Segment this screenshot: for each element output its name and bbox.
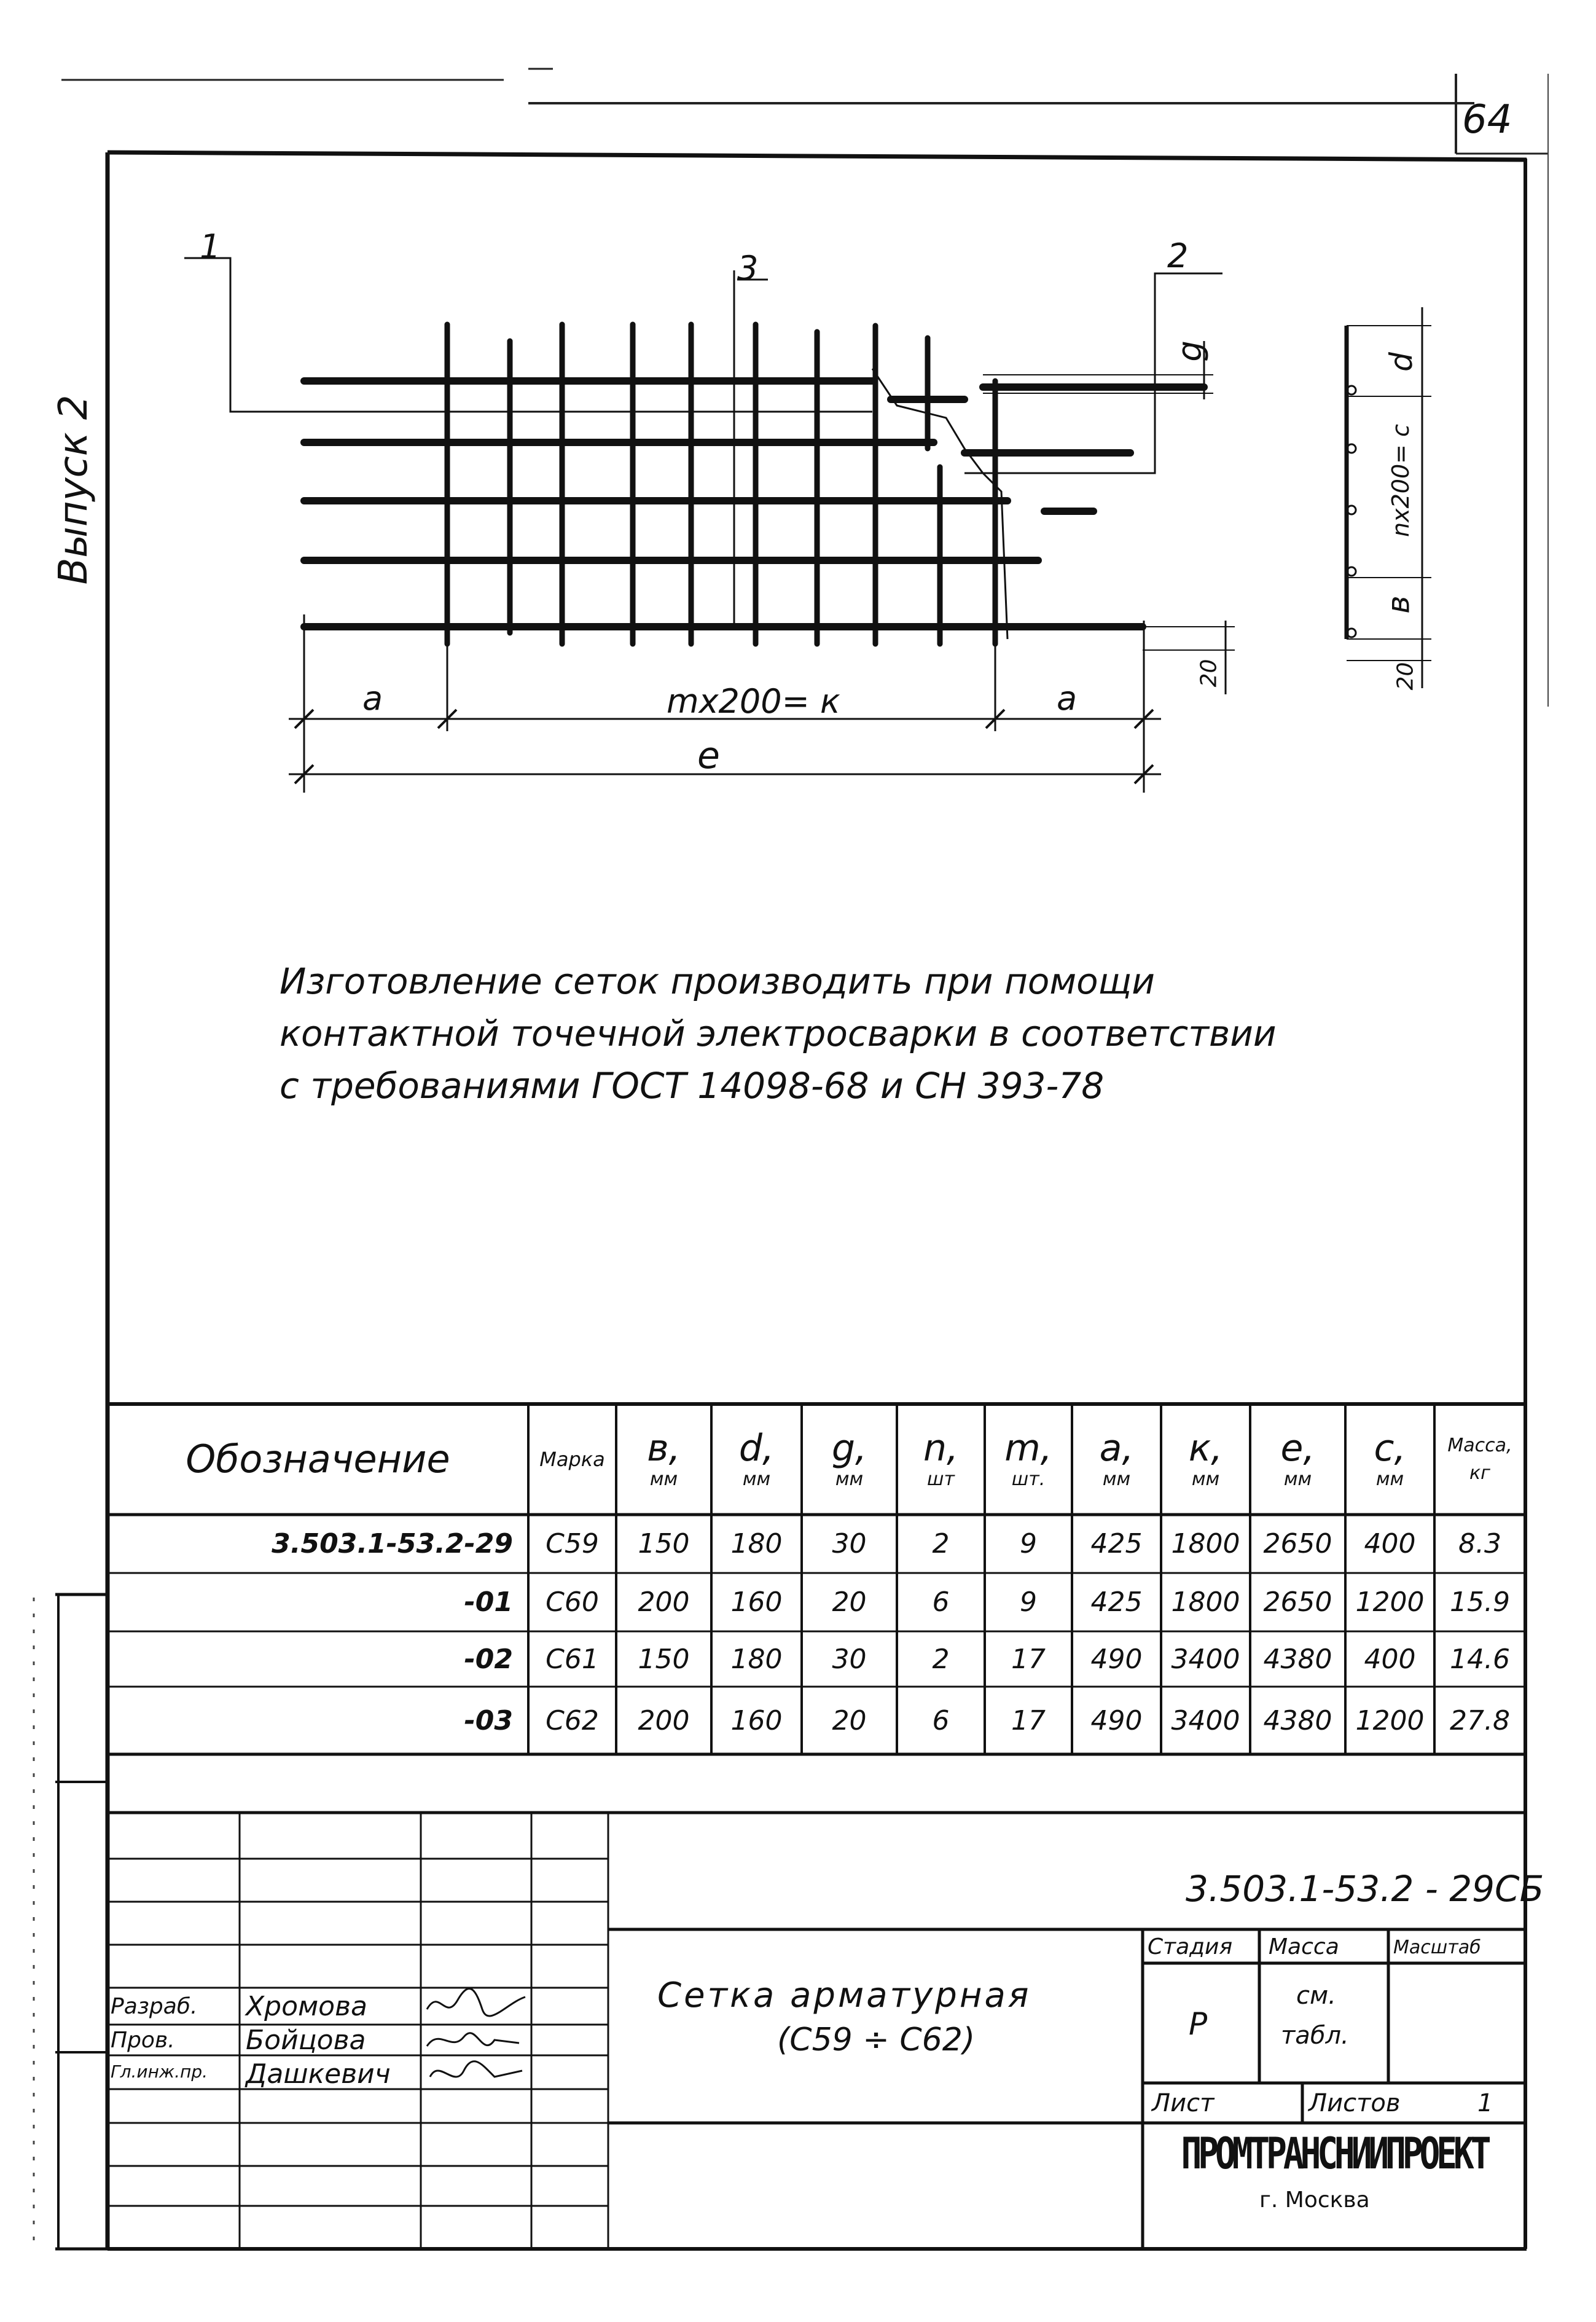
note-line-3: с требованиями ГОСТ 14098-68 и СН 393-78 [280, 1065, 1105, 1107]
table-cell: 15.9 [1450, 1587, 1510, 1618]
table-cell: 27.8 [1450, 1704, 1510, 1736]
table-cell: 160 [730, 1704, 783, 1736]
table-cell: 2650 [1263, 1587, 1332, 1618]
role-chief-engineer: Гл.инж.пр. [111, 2061, 208, 2082]
header-g: g, мм [831, 1427, 867, 1490]
table-cell: 2 [932, 1528, 950, 1559]
dim-k: mx200= к [667, 682, 840, 721]
table-cell: 17 [1011, 1643, 1046, 1675]
dim-a-right: a [1057, 679, 1078, 718]
header-k: к, мм [1188, 1427, 1223, 1490]
table-cell: 4380 [1263, 1704, 1332, 1736]
table-cell: 1200 [1355, 1587, 1425, 1618]
table-cell: 150 [638, 1643, 690, 1675]
table-cell: 2 [932, 1643, 950, 1675]
drawing-subtitle: (С59 ÷ С62) [777, 2022, 976, 2058]
drawing-title: Сетка арматурная [657, 1975, 1031, 2015]
table-cell: С61 [546, 1643, 599, 1675]
cell-designation: 3.503.1-53.2-29 [272, 1528, 513, 1559]
table-cell: 17 [1011, 1704, 1046, 1736]
table-cell: 30 [832, 1643, 867, 1675]
table-cell: 180 [730, 1643, 783, 1675]
callout-1: 1 [200, 227, 221, 266]
table-cell: 9 [1020, 1587, 1037, 1618]
sheets-label: Листов [1308, 2089, 1401, 2117]
signature-chief-engineer [430, 2061, 522, 2077]
table-cell: 6 [932, 1587, 950, 1618]
table-cell: 3400 [1171, 1704, 1240, 1736]
header-n: n, шт [923, 1427, 959, 1490]
header-mass: Масса, кг [1447, 1435, 1512, 1484]
stage-value: Р [1189, 2006, 1208, 2042]
table-cell: 1200 [1355, 1704, 1425, 1736]
name-checker: Бойцова [246, 2025, 366, 2056]
table-cell: 9 [1020, 1528, 1037, 1559]
dim-a-left: a [362, 679, 383, 718]
note-line-2: контактной точечной электросварки в соответствии [280, 1013, 1277, 1054]
table-cell: 490 [1090, 1643, 1143, 1675]
sheet-label: Лист [1152, 2089, 1215, 2117]
mass-value-1: см. [1296, 1982, 1336, 2010]
table-cell: 8.3 [1458, 1528, 1501, 1559]
cell-designation: -01 [464, 1587, 513, 1618]
table-cell: 400 [1364, 1643, 1416, 1675]
table-cell: 4380 [1263, 1643, 1332, 1675]
note-line-1: Изготовление сеток производить при помощи [280, 960, 1155, 1002]
table-cell: 150 [638, 1528, 690, 1559]
table-cell: 2650 [1263, 1528, 1332, 1559]
table-cell: 425 [1090, 1528, 1143, 1559]
dim-b: в [1380, 595, 1417, 614]
dim-g: g [1170, 340, 1210, 362]
cell-designation: -02 [464, 1643, 513, 1675]
side-label: Выпуск 2 [51, 394, 96, 585]
sheet-number: 64 [1462, 97, 1512, 143]
table-cell: 1800 [1171, 1528, 1240, 1559]
scale-label: Масштаб [1393, 1937, 1481, 1958]
dim-20-main: 20 [1196, 659, 1222, 688]
table-cell: 30 [832, 1528, 867, 1559]
dim-c: nx200= c [1387, 424, 1414, 537]
table-cell: С59 [546, 1528, 599, 1559]
role-developer: Разраб. [111, 1994, 198, 2019]
table-cell: 200 [638, 1587, 690, 1618]
table-cell: 1800 [1171, 1587, 1240, 1618]
header-d: d, мм [738, 1427, 775, 1490]
header-a: a, мм [1099, 1427, 1134, 1490]
doc-code: 3.503.1-53.2 - 29СБ [1186, 1868, 1544, 1910]
role-checker: Пров. [111, 2028, 175, 2053]
org-city: г. Москва [1259, 2187, 1370, 2213]
table-cell: 200 [638, 1704, 690, 1736]
table-cell: 160 [730, 1587, 783, 1618]
dim-20-side: 20 [1393, 662, 1418, 691]
callout-2: 2 [1167, 237, 1189, 275]
sheets-value: 1 [1477, 2089, 1493, 2117]
dim-l: e [697, 734, 720, 777]
header-l: e, мм [1280, 1427, 1315, 1490]
table-cell: С62 [546, 1704, 599, 1736]
header-b: в, мм [647, 1427, 681, 1490]
header-m: m, шт. [1004, 1427, 1052, 1490]
org-name: ПРОМТРАНСНИИПРОЕКТ [1181, 2129, 1488, 2179]
header-designation: Обозначение [186, 1437, 450, 1481]
table-cell: 14.6 [1450, 1643, 1510, 1675]
table-cell: 6 [932, 1704, 950, 1736]
header-mark: Марка [539, 1448, 605, 1471]
stage-label: Стадия [1148, 1934, 1233, 1959]
signature-checker [427, 2033, 519, 2046]
signature-developer [427, 1988, 525, 2016]
table-cell: 20 [832, 1704, 867, 1736]
name-developer: Хромова [246, 1991, 367, 2022]
signatures [421, 1985, 531, 2095]
cell-designation: -03 [464, 1704, 513, 1736]
table-cell: 425 [1090, 1587, 1143, 1618]
table-cell: 20 [832, 1587, 867, 1618]
mass-label: Масса [1269, 1934, 1339, 1959]
callout-3: 3 [737, 249, 759, 288]
table-cell: С60 [546, 1587, 599, 1618]
dim-d: d [1383, 352, 1419, 372]
table-cell: 490 [1090, 1704, 1143, 1736]
table-cell: 400 [1364, 1528, 1416, 1559]
table-cell: 3400 [1171, 1643, 1240, 1675]
mass-value-2: табл. [1281, 2022, 1349, 2050]
header-c: c, мм [1374, 1427, 1406, 1490]
table-cell: 180 [730, 1528, 783, 1559]
name-chief-engineer: Дашкевич [246, 2058, 391, 2090]
